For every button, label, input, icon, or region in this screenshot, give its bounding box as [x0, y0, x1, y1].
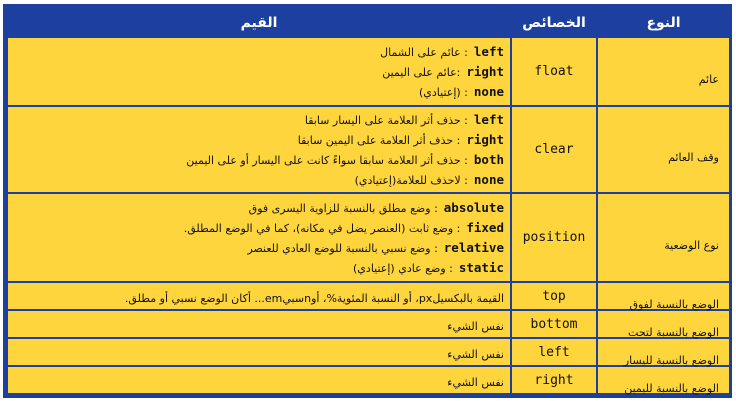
type-cell: الوضع بالنسبة لليسار: [597, 338, 730, 366]
property-cell: position: [511, 193, 597, 282]
table-frame: [3, 4, 732, 398]
type-cell: الوضع بالنسبة لتحت: [597, 310, 730, 338]
value-line: right:عائم على اليمين: [382, 63, 504, 79]
type-cell: الوضع بالنسبة لفوق: [597, 282, 730, 310]
type-cell: نوع الوضعية: [597, 193, 730, 282]
value-line: none: لاحذف للعلامة(إعتيادي): [354, 171, 504, 187]
type-cell: وقف العائم: [597, 106, 730, 193]
property-cell: top: [511, 282, 597, 310]
value-line: right: حذف أثر العلامة على اليمين سابقا: [297, 131, 504, 147]
values-cell: [7, 106, 511, 193]
property-cell: bottom: [511, 310, 597, 338]
values-cell: [7, 193, 511, 282]
header-values: القيم: [7, 8, 511, 37]
table-row: [7, 193, 730, 282]
property-cell: float: [511, 37, 597, 106]
header-property: الخصائص: [511, 8, 597, 37]
type-cell: عائم: [597, 37, 730, 106]
values-cell: نفس الشيء: [7, 366, 511, 394]
value-line: both: حذف أثر العلامة سابقا سواءً كانت على اليسار أو على اليمين: [186, 151, 504, 167]
property-cell: left: [511, 338, 597, 366]
table-row: [7, 282, 730, 310]
type-cell: الوضع بالنسبة لليمين: [597, 366, 730, 394]
property-cell: right: [511, 366, 597, 394]
value-line: absolute: وضع مطلق بالنسبة للزاوية اليسرى فوق: [248, 199, 504, 215]
value-line: relative: وضع نسبي بالنسبة للوضع العادي للعنصر: [247, 239, 504, 255]
header-type: النوع: [597, 8, 730, 37]
table-row: [7, 338, 730, 366]
values-cell: نفس الشيء: [7, 338, 511, 366]
value-line: fixed: وضع ثابت (العنصر يضل في مكانه)، كما في الوضع المطلق.: [183, 219, 504, 235]
value-line: left: عائم على الشمال: [380, 43, 504, 59]
table-row: [7, 366, 730, 394]
table-row: [7, 310, 730, 338]
value-line: left: حذف أثر العلامة على اليسار سابقا: [304, 111, 504, 127]
table-row: [7, 106, 730, 193]
header-row: [7, 8, 730, 37]
table-row: [7, 37, 730, 106]
property-cell: clear: [511, 106, 597, 193]
value-line: static: وضع عادي (إعتيادي): [353, 259, 504, 275]
values-cell: القيمة بالبكسيلpx، أو النسبة المئوية%، أوnسبيem... أكان الوضع نسبي أو مطلق.: [7, 282, 511, 310]
value-line: none: (إعتيادي): [418, 83, 504, 99]
css-position-table: [6, 7, 731, 395]
values-cell: [7, 37, 511, 106]
values-cell: نفس الشيء: [7, 310, 511, 338]
